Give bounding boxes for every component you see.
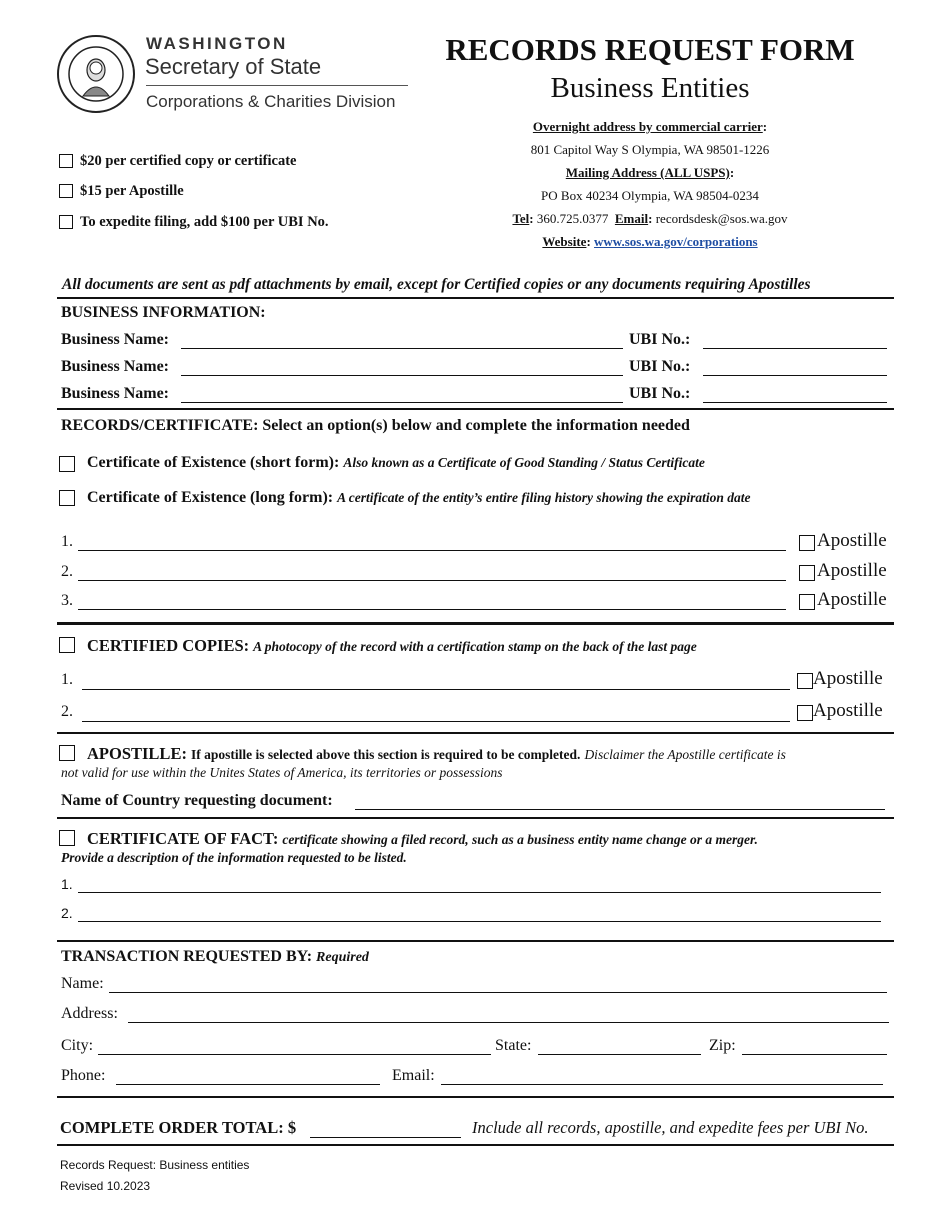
business-name-label-2: Business Name: [61,358,170,375]
short-form-label: Certificate of Existence (short form): [87,454,340,471]
business-info-heading: BUSINESS INFORMATION: [61,304,266,321]
logo-washington: WASHINGTON [146,34,288,53]
email-value: recordsdesk@sos.wa.gov [655,211,788,226]
website-label: Website [542,234,587,249]
short-form-desc: Also known as a Certificate of Good Standing / Status Certificate [343,455,705,470]
requester-zip-label: Zip: [709,1037,736,1054]
overnight-address: 801 Capitol Way S Olympia, WA 98501-1226 [530,142,770,157]
record-1-apostille-label: Apostille [817,530,887,551]
fee-apostille-label: $15 per Apostille [80,183,184,199]
requester-name-label: Name: [61,975,104,992]
ubi-input-2[interactable] [703,375,887,376]
fact-line-number-2: 2. [61,905,73,921]
requester-city-label: City: [61,1037,94,1054]
mailing-label: Mailing Address (ALL USPS) [565,165,730,180]
fee-certified-copy-label: $20 per certified copy or certificate [80,153,297,169]
ubi-input-1[interactable] [703,348,887,349]
certified-copies-option [87,636,697,656]
divider [57,817,894,819]
email-notice: All documents are sent as pdf attachments by email, except for Certified copies or any documents requiring Apostilles [62,276,811,293]
requester-phone-label: Phone: [61,1067,106,1084]
records-heading: RECORDS/CERTIFICATE: Select an option(s) below and complete the information needed [61,417,690,434]
certified-1-apostille-label: Apostille [813,668,883,689]
short-form-checkbox[interactable] [59,456,75,472]
requester-required: Required [316,950,369,965]
apostille-section-text [87,744,786,764]
divider [57,940,894,942]
long-form-checkbox[interactable] [59,490,75,506]
apostille-section-checkbox[interactable] [59,745,75,761]
tel-value: 360.725.0377 [536,211,609,226]
certified-line-input-2[interactable] [82,721,790,722]
certified-1-apostille-checkbox[interactable] [797,673,813,689]
country-label: Name of Country requesting document: [61,792,333,809]
certified-copies-checkbox[interactable] [59,637,75,653]
certified-line-number-1: 1. [61,671,73,688]
requester-email-label: Email: [392,1067,435,1084]
country-input[interactable] [355,809,885,810]
requester-name-input[interactable] [109,992,887,993]
requester-state-input[interactable] [538,1054,701,1055]
divider [57,732,894,734]
order-total-currency: : $ [278,1118,297,1137]
record-line-number-2: 2. [61,563,73,580]
long-form-option [87,489,751,507]
business-name-input-2[interactable] [181,375,623,376]
order-total-row [60,1118,296,1138]
record-line-input-3[interactable] [78,609,786,610]
fee-expedite-label: To expedite filing, add $100 per UBI No. [80,214,329,230]
certified-copies-label: CERTIFIED COPIES: [87,636,250,655]
apostille-disclaimer-2: not valid for use within the Unites States of America, its territories or possessions [61,765,503,780]
ubi-label-1: UBI No.: [629,331,691,348]
certificate-of-fact-checkbox[interactable] [59,830,75,846]
fact-line-number-1: 1. [61,876,73,892]
apostille-required-text: If apostille is selected above this section is required to be completed. [190,747,581,762]
ubi-input-3[interactable] [703,402,887,403]
certified-2-apostille-label: Apostille [813,700,883,721]
footer-revision: Revised 10.2023 [60,1179,151,1193]
certificate-of-fact-label: CERTIFICATE OF FACT: [87,829,279,848]
record-line-input-1[interactable] [78,550,786,551]
record-line-number-3: 3. [61,592,73,609]
email-label: Email [614,211,649,226]
requester-city-input[interactable] [98,1054,491,1055]
mailing-address: PO Box 40234 Olympia, WA 98504-0234 [541,188,759,203]
overnight-label: Overnight address by commercial carrier [532,119,763,134]
requester-heading-row [61,948,369,966]
page-title: RECORDS REQUEST FORM [445,32,855,67]
certificate-of-fact-desc-2: Provide a description of the information requested to be listed. [61,850,407,865]
divider [57,1144,894,1146]
record-line-input-2[interactable] [78,580,786,581]
business-name-label-3: Business Name: [61,385,170,402]
requester-heading: TRANSACTION REQUESTED BY: [61,948,313,965]
requester-phone-input[interactable] [116,1084,380,1085]
apostille-label: APOSTILLE: [87,744,187,763]
order-total-label: COMPLETE ORDER TOTAL [60,1118,279,1137]
apostille-disclaimer-1: Disclaimer the Apostille certificate is [584,747,786,762]
state-seal-icon [56,34,136,114]
record-line-number-1: 1. [61,533,73,550]
page-subtitle: Business Entities [550,72,750,104]
record-3-apostille-checkbox[interactable] [799,594,815,610]
certified-copies-desc: A photocopy of the record with a certification stamp on the back of the last page [253,639,697,654]
long-form-desc: A certificate of the entity’s entire filing history showing the expiration date [337,490,751,505]
contact-block: Overnight address by commercial carrier: 801 Capitol Way S Olympia, WA 98501-1226 Mailing Address (ALL USPS): PO Box 40234 Olympia, WA 98504-0234 Tel: 360.725.0377 Email: recordsdesk@sos.wa.gov Website: www.sos.wa.gov/corporations [480,115,820,253]
certificate-of-fact-desc: certificate showing a filed record, such as a business entity name change or a merger. [282,832,758,847]
requester-email-input[interactable] [441,1084,883,1085]
ubi-label-2: UBI No.: [629,358,691,375]
business-name-input-1[interactable] [181,348,623,349]
short-form-option [87,454,705,472]
fee-apostille-checkbox[interactable] [59,184,73,198]
requester-address-label: Address: [61,1005,118,1022]
fee-expedite-checkbox[interactable] [59,215,73,229]
order-total-note: Include all records, apostille, and expedite fees per UBI No. [472,1118,869,1137]
tel-label: Tel [512,211,530,226]
business-name-input-3[interactable] [181,402,623,403]
ubi-label-3: UBI No.: [629,385,691,402]
fact-line-input-2[interactable] [78,921,881,922]
certified-line-number-2: 2. [61,703,73,720]
certificate-of-fact-text [87,829,758,849]
record-2-apostille-label: Apostille [817,560,887,581]
logo-secretary-of-state: Secretary of State [145,54,322,79]
divider [57,1096,894,1098]
fee-certified-copy-checkbox[interactable] [59,154,73,168]
record-3-apostille-label: Apostille [817,589,887,610]
footer-form-name: Records Request: Business entities [60,1158,250,1172]
certified-line-input-1[interactable] [82,689,790,690]
record-2-apostille-checkbox[interactable] [799,565,815,581]
long-form-label: Certificate of Existence (long form): [87,489,334,506]
divider [57,622,894,625]
business-name-label-1: Business Name: [61,331,170,348]
requester-address-input[interactable] [128,1022,889,1023]
certified-2-apostille-checkbox[interactable] [797,705,813,721]
record-1-apostille-checkbox[interactable] [799,535,815,551]
agency-logo [56,34,416,114]
website-link[interactable]: www.sos.wa.gov/corporations [594,234,758,249]
requester-state-label: State: [495,1037,532,1054]
fact-line-input-1[interactable] [78,892,881,893]
divider [57,408,894,410]
logo-division: Corporations & Charities Division [146,92,396,111]
order-total-input[interactable] [310,1137,461,1138]
requester-zip-input[interactable] [742,1054,887,1055]
divider [57,297,894,299]
